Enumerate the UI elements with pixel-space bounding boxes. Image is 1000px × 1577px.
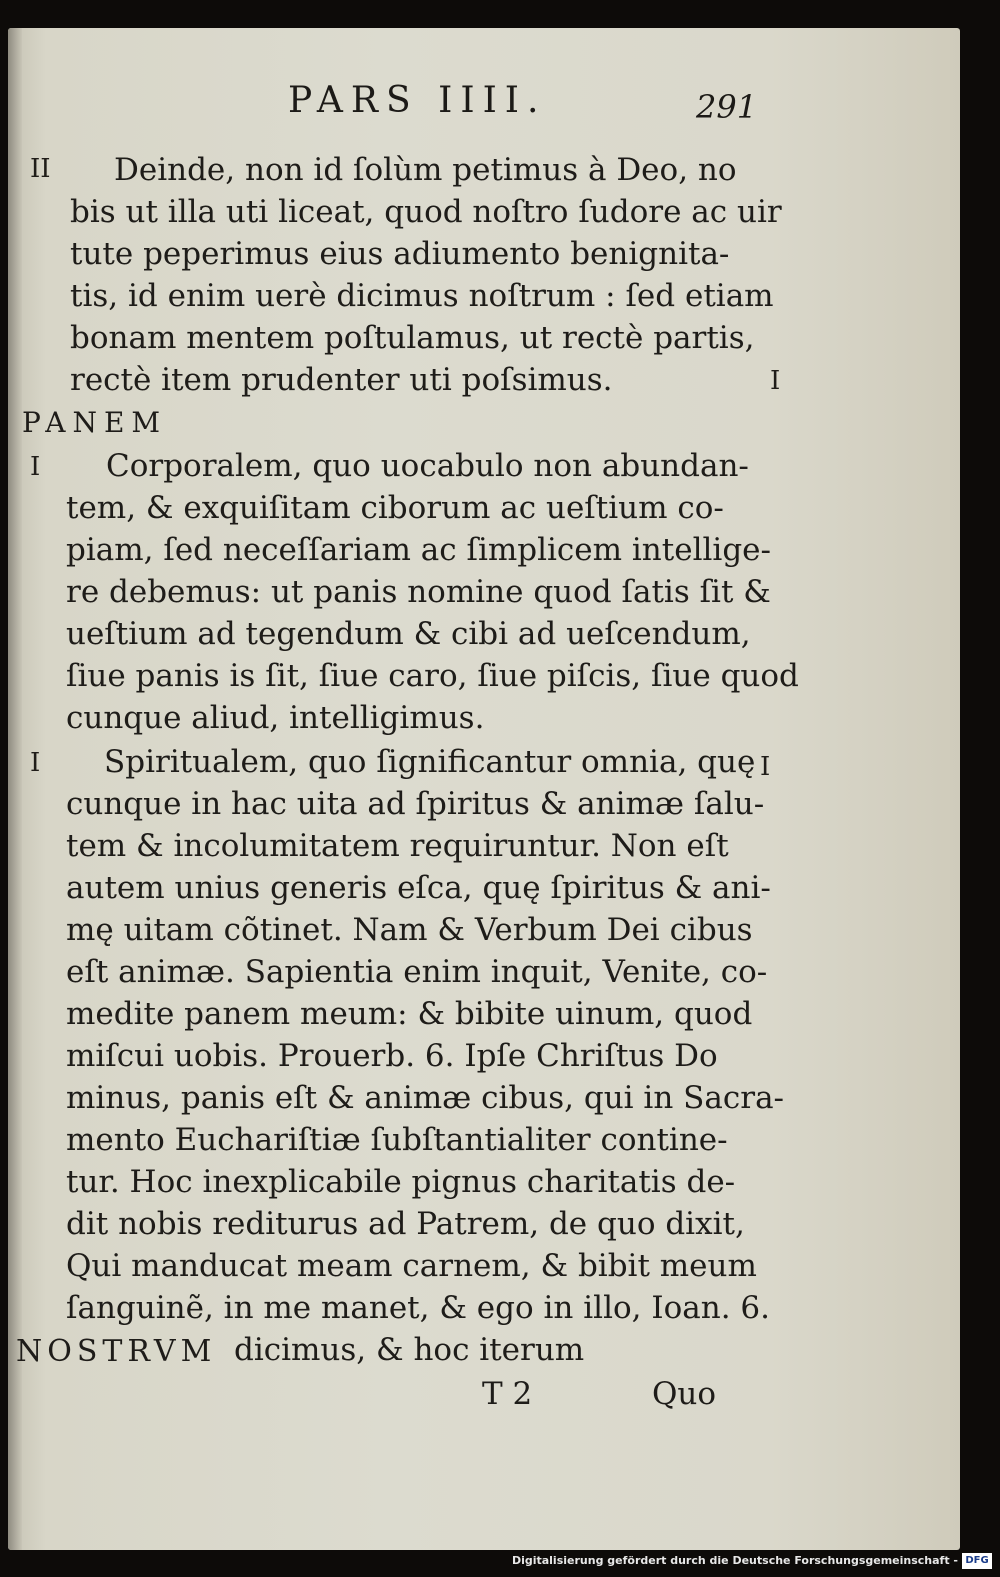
para3-line-2: cunque in hac uita ad ſpiritus & animæ ſalu- (66, 786, 765, 822)
margin-marker-para1: II (30, 154, 51, 184)
para1-line-1: Deinde, non id ſolùm petimus à Deo, no (114, 152, 737, 188)
para3-line-14: ſanguinẽ, in me manet, & ego in illo, Ioan. 6. (66, 1290, 770, 1326)
right-margin-mark-2: I (760, 752, 771, 782)
para2-line-5: ueſtium ad tegendum & cibi ad ueſcendum, (66, 616, 751, 652)
para3-line-11: tur. Hoc inexplicabile pignus charitatis de- (66, 1164, 736, 1200)
para3-line-1: Spiritualem, quo ſignificantur omnia, quę (104, 744, 756, 780)
nostrum-line-rest: dicimus, & hoc iterum (234, 1332, 585, 1368)
heading-panem: PANEM (22, 406, 168, 439)
heading-nostrum: NOSTRVM (16, 1334, 217, 1369)
para3-line-4: autem unius generis eſca, quę ſpiritus & ani- (66, 870, 771, 906)
para3-line-10: mento Euchariſtiæ ſubſtantialiter contine- (66, 1122, 728, 1158)
para3-line-9: minus, panis eſt & animæ cibus, qui in Sacra- (66, 1080, 785, 1116)
right-margin-mark-1: I (770, 366, 781, 396)
para2-line-7: cunque aliud, intelligimus. (66, 700, 485, 736)
para2-line-3: piam, ſed neceſſariam ac ſimplicem intellige- (66, 532, 771, 568)
para2-line-1: Corporalem, quo uocabulo non abundan- (106, 448, 749, 484)
para2-line-2: tem, & exquiſitam ciborum ac ueſtium co- (66, 490, 724, 526)
para3-line-6: eſt animæ. Sapientia enim inquit, Venite, co- (66, 954, 768, 990)
running-head: PARS IIII. (288, 80, 547, 121)
margin-marker-para3: I (30, 748, 41, 778)
margin-marker-para2: I (30, 452, 41, 482)
para1-line-6: rectè item prudenter uti poſsimus. (70, 362, 613, 398)
para3-line-8: miſcui uobis. Prouerb. 6. Ipſe Chriſtus Do (66, 1038, 718, 1074)
dfg-logo: DFG (962, 1553, 992, 1569)
para3-line-12: dit nobis rediturus ad Patrem, de quo dixit, (66, 1206, 745, 1242)
catchword: Quo (652, 1376, 717, 1412)
para3-line-5: mę uitam cõtinet. Nam & Verbum Dei cibus (66, 912, 753, 948)
para2-line-6: ſiue panis is ſit, ſiue caro, ſiue piſcis, ſiue quod (66, 658, 799, 694)
para1-line-4: tis, id enim uerè dicimus noſtrum : ſed etiam (70, 278, 774, 314)
para3-line-7: medite panem meum: & bibite uinum, quod (66, 996, 753, 1032)
folio-number: 291 (696, 88, 758, 126)
book-page (8, 28, 960, 1550)
para2-line-4: re debemus: ut panis nomine quod ſatis ſit & (66, 574, 771, 610)
footer-credit: Digitalisierung gefördert durch die Deutsche Forschungsgemeinschaft - (511, 1554, 958, 1567)
para3-line-13: Qui manducat meam carnem, & bibit meum (66, 1248, 757, 1284)
para1-line-2: bis ut illa uti liceat, quod noſtro ſudore ac uir (70, 194, 782, 230)
page-edge-shadow (8, 28, 22, 1550)
signature-mark: T 2 (482, 1376, 533, 1412)
para1-line-3: tute peperimus eius adiumento benignita- (70, 236, 730, 272)
para3-line-3: tem & incolumitatem requiruntur. Non eſt (66, 828, 729, 864)
para1-line-5: bonam mentem poſtulamus, ut rectè partis, (70, 320, 755, 356)
